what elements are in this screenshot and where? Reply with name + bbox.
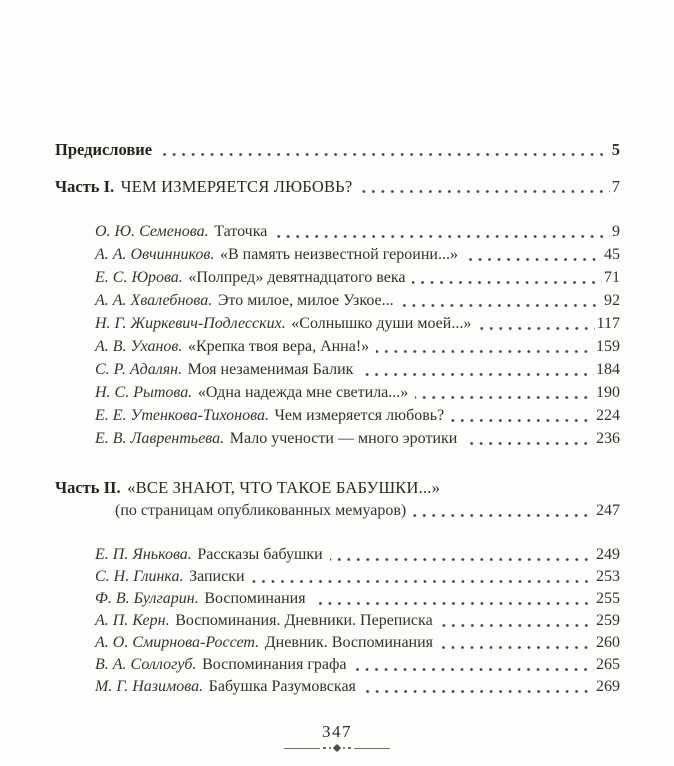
preface-entry [55,138,620,161]
footer-ornament-icon [0,745,674,751]
dot-leader [330,558,594,561]
entry-author: Ф. В. Булгарин. [95,590,199,607]
dot-leader [440,646,594,649]
entry-title: Воспоминания графа [202,656,347,673]
page-number: 259 [596,612,620,629]
toc-entry [95,220,620,243]
dot-leader [401,304,602,307]
ornament-dot [348,747,351,750]
page-footer [0,722,674,751]
page-number: 253 [596,568,620,585]
toc-entry [95,654,620,676]
entry-author: А. А. Овчинников. [95,246,215,263]
ornament-rule-right [354,748,390,749]
dot-leader [159,153,610,156]
dot-leader [451,419,594,422]
toc-entry [95,544,620,566]
entry-title: Мало учености — много эротики [229,430,458,447]
part1-entries [55,220,620,450]
preface-label: Предисловие [55,140,153,159]
toc-entry [95,404,620,427]
page-number: 190 [596,384,620,401]
dot-leader [353,668,594,671]
entry-author: С. Н. Глинка. [95,568,184,585]
page-number: 92 [604,292,620,309]
part2-heading-line1 [55,476,620,499]
page-number: 184 [596,361,620,378]
page-number: 9 [612,223,620,240]
part2-heading-line2 [55,499,620,522]
entry-author: М. Г. Назимова. [95,678,204,695]
page-number: 5 [611,140,620,159]
dot-leader [464,442,594,445]
page-number: 260 [596,634,620,651]
entry-title: Чем измеряется любовь? [274,407,445,424]
ornament-dot [323,747,326,750]
dot-leader [440,624,594,627]
ornament-dot [343,747,345,749]
toc-entry [95,427,620,450]
part2-entries [55,544,620,698]
entry-author: А. А. Хвалебнова. [95,292,213,309]
entry-author: А. В. Уханов. [95,338,183,355]
dot-leader [252,580,594,583]
page-number: 269 [596,678,620,695]
dot-leader [359,190,609,193]
dot-leader [376,350,594,353]
toc-entry [95,676,620,698]
toc-entry [95,243,620,266]
dot-leader [465,258,602,261]
toc-entry [95,266,620,289]
page-number: 247 [596,502,620,519]
dot-leader [363,690,594,693]
entry-title: Дневник. Воспоминания [264,634,434,651]
ornament-dot [329,747,331,749]
entry-title: Воспоминания. Дневники. Переписка [175,612,433,629]
page-number: 236 [596,430,620,447]
toc-entry [95,381,620,404]
toc-entry [95,588,620,610]
entry-title: «Солнышко души моей...» [291,315,472,332]
entry-author: Н. Г. Жиркевич-Подлесских. [95,315,286,332]
dot-leader [412,281,602,284]
entry-author: О. Ю. Семенова. [95,223,209,240]
page-number: 45 [604,246,620,263]
entry-author: А. П. Керн. [95,612,170,629]
dot-leader [413,514,594,517]
entry-title: Записки [189,568,245,585]
toc-entry [95,312,620,335]
page-number: 7 [611,177,620,196]
toc-entry [95,632,620,654]
toc-entry [95,289,620,312]
dot-leader [360,373,594,376]
entry-author: Е. Е. Утенкова-Тихонова. [95,407,269,424]
entry-title: «Полпред» девятнадцатого века [188,269,406,286]
part2-label: Часть II. [55,478,121,497]
page-number: 255 [596,590,620,607]
entry-author: Е. С. Юрова. [95,269,183,286]
part2-subtitle: (по страницам опубликованных мемуаров) [115,502,407,519]
entry-title: Моя незаменимая Балик [187,361,354,378]
page-number: 117 [596,315,620,332]
dot-leader [313,602,594,605]
page-number: 249 [596,546,620,563]
entry-title: «В память неизвестной героини...» [219,246,458,263]
page-number: 224 [596,407,620,424]
dot-leader [478,327,594,330]
entry-author: С. Р. Адалян. [95,361,183,378]
part1-title: ЧЕМ ИЗМЕРЯЕТСЯ ЛЮБОВЬ? [120,177,353,196]
toc-entry [95,335,620,358]
dot-leader [274,235,610,238]
entry-title: Рассказы бабушки [197,546,323,563]
part2-title: «ВСЕ ЗНАЮТ, ЧТО ТАКОЕ БАБУШКИ...» [127,478,441,497]
dot-leader [415,396,594,399]
entry-title: «Одна надежда мне светила...» [197,384,409,401]
entry-author: А. О. Смирнова-Россет. [95,634,260,651]
part1-label: Часть I. [55,177,115,196]
part2-heading [55,476,620,522]
entry-author: Н. С. Рытова. [95,384,193,401]
entry-author: Е. В. Лаврентьева. [95,430,225,447]
toc-entry [95,358,620,381]
toc-entry [95,610,620,632]
entry-author: Е. П. Янькова. [95,546,192,563]
folio-number: 347 [322,722,352,741]
ornament-rule-left [284,748,320,749]
entry-author: В. А. Соллогуб. [95,656,197,673]
page-number: 265 [596,656,620,673]
ornament-diamond [333,744,341,752]
toc-entry [95,566,620,588]
entry-title: Это милое, милое Узкое... [217,292,394,309]
entry-title: Бабушка Разумовская [208,678,356,695]
part1-heading [55,175,620,198]
page-number: 159 [596,338,620,355]
entry-title: «Крепка твоя вера, Анна!» [187,338,370,355]
page-number: 71 [604,269,620,286]
entry-title: Таточка [214,223,268,240]
entry-title: Воспоминания [204,590,306,607]
